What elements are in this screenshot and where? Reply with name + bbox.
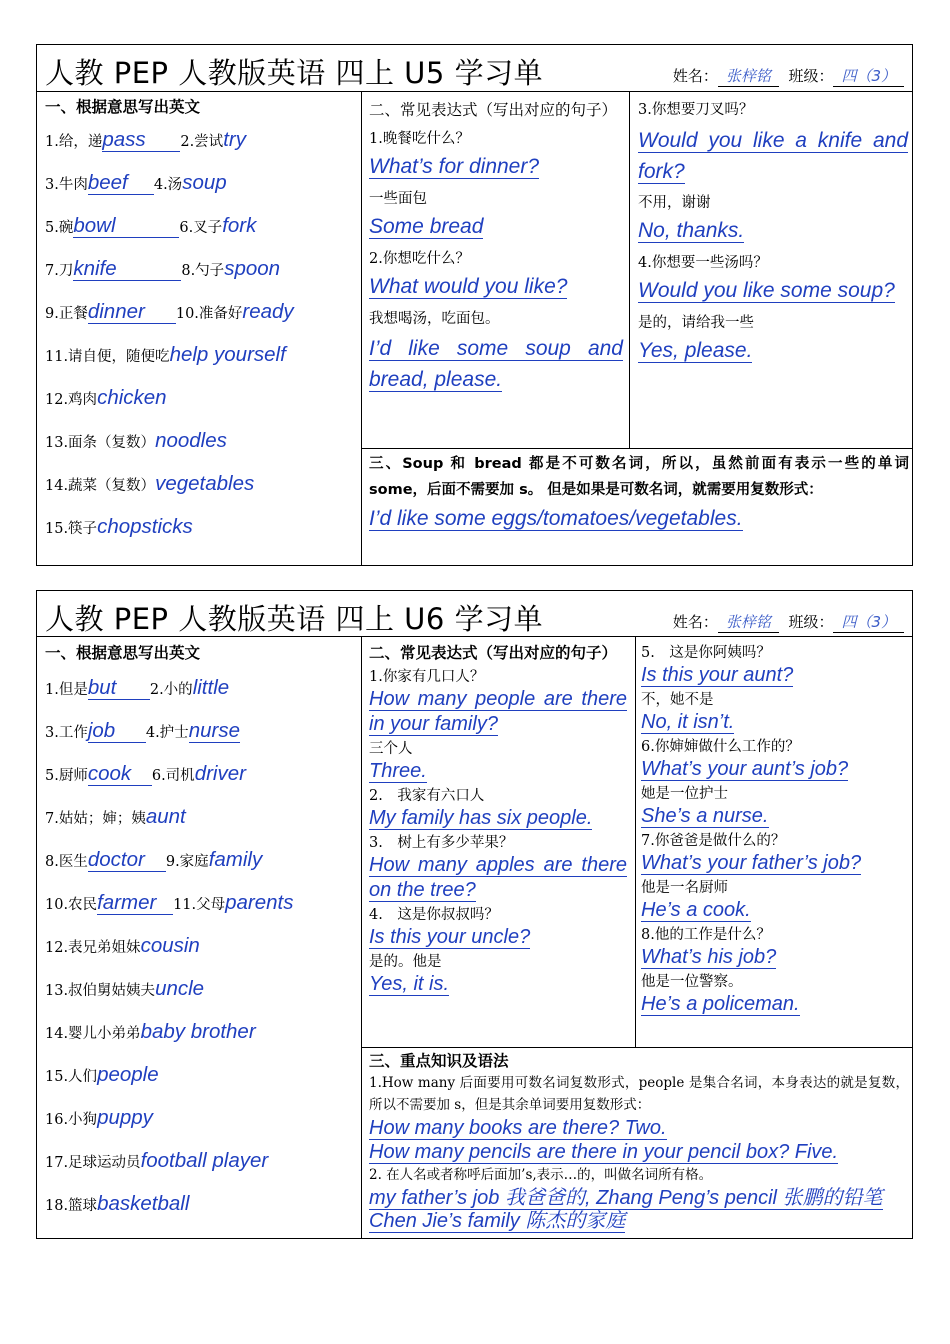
- u6-header: [37, 591, 912, 637]
- u5-header: [37, 45, 912, 92]
- vocab-row: 5.碗bowl 6.叉子fork: [45, 214, 257, 237]
- vocab-row: 1.给，递pass 2.尝试try: [45, 128, 246, 151]
- vocab-row: 9.正餐dinner 10.准备好ready: [45, 300, 294, 323]
- answer[interactable]: knife: [73, 258, 181, 281]
- u5-expressions-left: 二、常见表达式（写出对应的句子） 1.晚餐吃什么？ What’s for dinner? 一些面包 Some bread 2.你想吃什么？ What would you like? 我想喝汤，吃面包。 I’d like some soup and bread, please.: [369, 97, 623, 395]
- vocab-row: 18.篮球basketball: [45, 1192, 190, 1215]
- u6-title: 人教 PEP 人教版英语 四上 U6 学习单: [45, 602, 544, 636]
- section-heading: 二、常见表达式（写出对应的句子）: [369, 101, 618, 119]
- name-value: 张梓铭: [718, 611, 779, 633]
- answer[interactable]: vegetables: [155, 472, 255, 495]
- answer[interactable]: chopsticks: [97, 515, 193, 538]
- class-value: 四（3）: [833, 611, 904, 633]
- u6-grammar-section: 三、重点知识及语法 1.How many 后面要用可数名词复数形式，people 是集合名词，本身表达的就是复数，所以不需要加 s，但是其余单词要用复数形式： How many books are there? Two. How many pencils are there in your pencil box? Five. 2. 在人名或者称呼后面加’s,表示…的，叫做名词所有格。 my father’s job 我爸爸的, Zhang Peng’s pencil 张鹏的铅笔 Chen Jie’s family 陈杰的家庭: [369, 1052, 909, 1232]
- answer[interactable]: noodles: [155, 429, 227, 452]
- class-value: 四（3）: [833, 65, 904, 87]
- vocab-row: 13.叔伯舅姑姨夫uncle: [45, 977, 205, 1000]
- u5-expressions-right: 3.你想要刀叉吗？ Would you like a knife and fork? 不用，谢谢 No, thanks. 4.你想要一些汤吗？ Would you like some soup? 是的，请给我一些 Yes, please.: [638, 102, 908, 362]
- vocab-row: 14.婴儿小弟弟baby brother: [45, 1020, 256, 1043]
- vocab-row: 15.人们people: [45, 1063, 159, 1086]
- vocab-row: 3.工作job 4.护士nurse: [45, 719, 240, 742]
- answer[interactable]: help yourself: [169, 343, 286, 366]
- vocab-row: 7.刀knife 8.勺子spoon: [45, 257, 281, 280]
- vocab-row: 3.牛肉beef 4.汤soup: [45, 171, 227, 194]
- answer[interactable]: dinner: [88, 301, 176, 324]
- u5-title: 人教 PEP 人教版英语 四上 U5 学习单: [45, 56, 544, 90]
- vocab-row: 10.农民farmer 11.父母parents: [45, 891, 294, 914]
- vocab-row: 15.筷子chopsticks: [45, 515, 193, 538]
- vocab-row: 12.表兄弟姐妹cousin: [45, 934, 200, 957]
- answer[interactable]: beef: [88, 172, 154, 195]
- u5-grammar-note: 三、Soup 和 bread 都是不可数名词，所以，虽然前面有表示一些的单词 some，后面不需要加 s。 但是如果是可数名词，就需要用复数形式： I’d like some eggs/tomatoes/vegetables.: [369, 456, 909, 530]
- u6-expressions-right: 5. 这是你阿姨吗？ Is this your aunt? 不，她不是 No, it isn’t. 6.你婶婶做什么工作的？ What’s your aunt’s job? 她是一位护士 She’s a nurse. 7.你爸爸是做什么的？ What’s your father’s job? 他是一名厨师 He’s a cook. 8.他的工作是什么？ What’s his job? 他是一位警察。 He’s a policeman.: [641, 645, 862, 1015]
- u6-worksheet: [36, 590, 913, 1239]
- vocab-row: 1.但是but 2.小的little: [45, 676, 230, 699]
- vocab-row: 12.鸡肉chicken: [45, 386, 167, 409]
- section-heading: 二、常见表达式（写出对应的句子）: [369, 644, 618, 662]
- u6-expressions-left: 二、常见表达式（写出对应的句子） 1.你家有几口人？ How many people are there in your family? 三个人 Three. 2. 我家有六口人 My family has six people. 3. 树上有多少苹果？ How many apples are there on the tree? 4. 这是你叔叔吗？ Is this your uncle? 是的。他是 Yes, it is.: [369, 641, 627, 997]
- u5-vocab-section: [45, 95, 357, 559]
- answer[interactable]: pass: [102, 129, 180, 152]
- section-heading: 一、根据意思写出英文: [45, 644, 201, 662]
- u6-vocab-section: [45, 641, 357, 1236]
- answer[interactable]: try: [223, 128, 246, 151]
- class-label: 班级：: [788, 67, 834, 85]
- answer[interactable]: bowl: [73, 215, 179, 238]
- u6-student-info: [673, 611, 904, 633]
- answer[interactable]: fork: [222, 214, 257, 237]
- name-value: 张梓铭: [718, 65, 779, 87]
- answer[interactable]: ready: [242, 300, 294, 323]
- class-label: 班级：: [788, 613, 834, 631]
- name-label: 姓名：: [672, 67, 718, 85]
- section-heading: 三、重点知识及语法: [369, 1052, 509, 1070]
- vocab-row: 5.厨师cook 6.司机driver: [45, 762, 246, 785]
- vocab-row: 14.蔬菜（复数）vegetables: [45, 472, 255, 495]
- answer[interactable]: chicken: [97, 386, 167, 409]
- vocab-row: 11.请自便，随便吃help yourself: [45, 343, 286, 366]
- vocab-row: 8.医生doctor 9.家庭family: [45, 848, 263, 871]
- answer[interactable]: spoon: [224, 257, 281, 280]
- vocab-row: 13.面条（复数）noodles: [45, 429, 227, 452]
- section-heading: 一、根据意思写出英文: [45, 98, 201, 116]
- vocab-row: 7.姑姑；婶；姨aunt: [45, 805, 186, 828]
- vocab-row: 16.小狗puppy: [45, 1106, 153, 1129]
- name-label: 姓名：: [672, 613, 718, 631]
- vocab-row: 17.足球运动员football player: [45, 1149, 269, 1172]
- u5-student-info: [673, 65, 904, 87]
- u5-worksheet: [36, 44, 913, 566]
- answer[interactable]: soup: [182, 171, 227, 194]
